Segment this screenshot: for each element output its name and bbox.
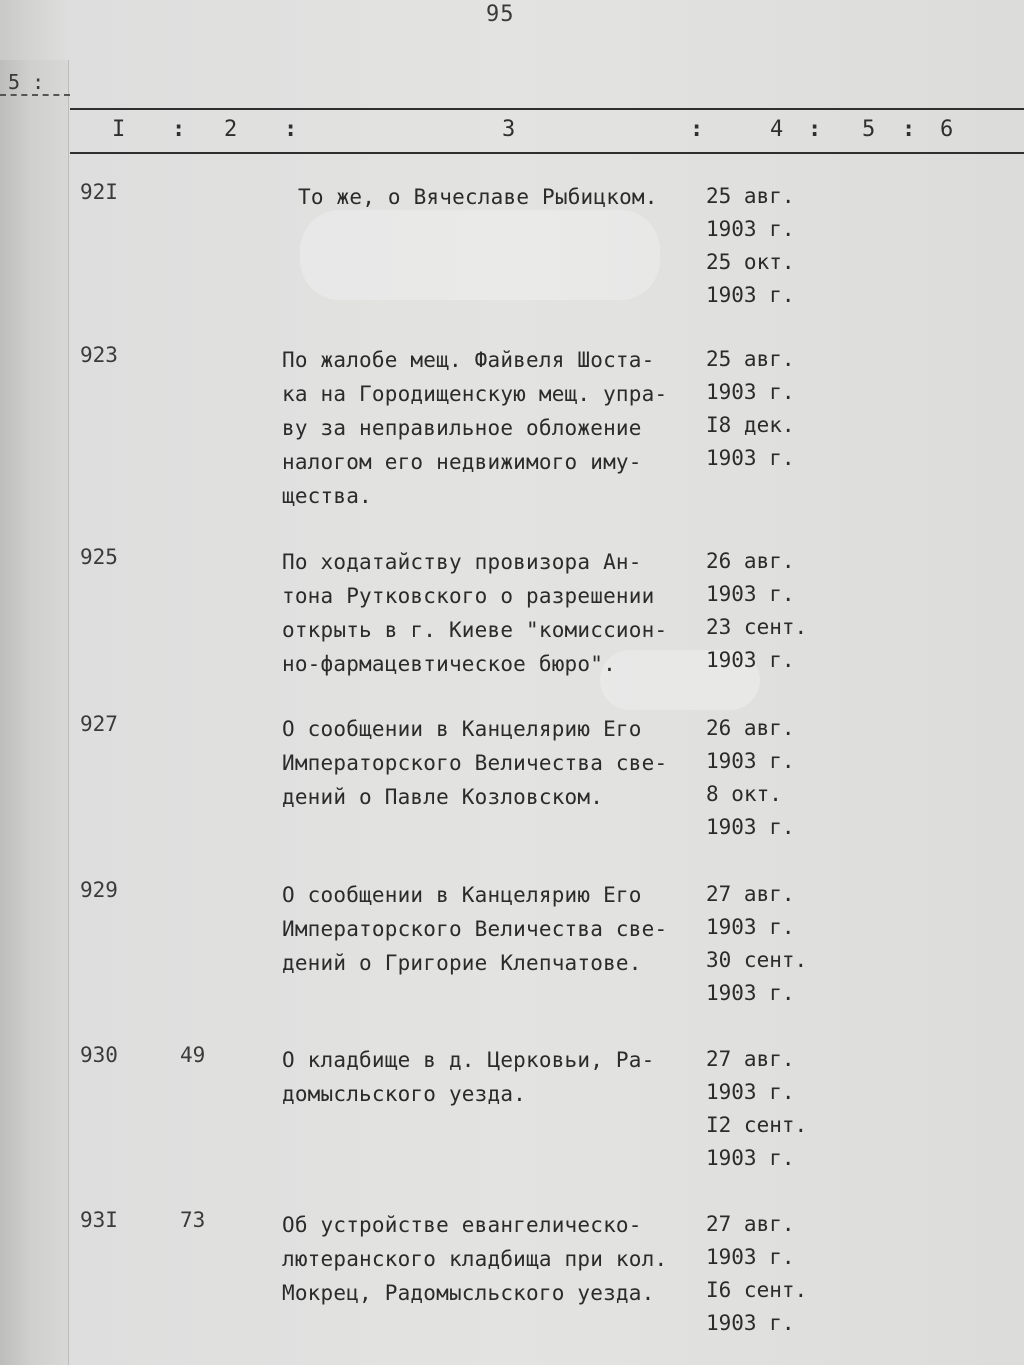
entry-dates: 26 авг. 1903 г. 23 сент. 1903 г.: [706, 549, 808, 672]
entry-description: По жалобе мещ. Файвеля Шоста- ка на Городищенскую мещ. упра- ву за неправильное обложение налогом его недвижимого иму- щества.: [282, 348, 668, 508]
entry-number: 923: [80, 343, 118, 367]
entry-number: 925: [80, 545, 118, 569]
entry-description: То же, о Вячеславе Рыбицком.: [298, 185, 658, 209]
entry-doc-number: 73: [180, 1208, 206, 1232]
entry-description: Об устройстве евангелическо- лютеранского кладбища при кол. Мокрец, Радомысльского уезда.: [282, 1213, 668, 1305]
book-binding-edge: [0, 60, 69, 1365]
column-header-3: 3: [502, 117, 516, 142]
entry-number: 927: [80, 712, 118, 736]
entry-number: 93I: [80, 1208, 118, 1232]
entry-number: 929: [80, 878, 118, 902]
entry-number: 930: [80, 1043, 118, 1067]
entry-number: 92I: [80, 180, 118, 204]
column-header-4: 4: [770, 117, 784, 142]
entry-dates: 27 авг. 1903 г. I6 сент. 1903 г.: [706, 1212, 808, 1335]
column-separator: :: [172, 117, 186, 142]
entry-description: О сообщении в Канцелярию Его Императорского Величества све- дений о Павле Козловском.: [282, 717, 668, 809]
entry-doc-number: 49: [180, 1043, 206, 1067]
paper-stain: [300, 210, 660, 300]
entry-dates: 27 авг. 1903 г. 30 сент. 1903 г.: [706, 882, 808, 1005]
page-number: 95: [486, 2, 515, 27]
column-header-2: 2: [224, 117, 238, 142]
entry-description: По ходатайству провизора Ан- тона Рутковского о разрешении открыть в г. Киеве "комиссион- но-фармацевтическое бюро".: [282, 550, 668, 676]
column-separator: :: [284, 117, 298, 142]
entry-dates: 25 авг. 1903 г. 25 окт. 1903 г.: [706, 184, 795, 307]
column-separator: :: [808, 117, 822, 142]
entry-description: О сообщении в Канцелярию Его Императорского Величества све- дений о Григорие Клепчатове.: [282, 883, 668, 975]
column-header-1: I: [112, 117, 126, 142]
header-rule-bottom: [70, 152, 1024, 154]
entry-dates: 27 авг. 1903 г. I2 сент. 1903 г.: [706, 1047, 808, 1170]
entry-description: О кладбище в д. Церковьи, Ра- домысльского уезда.: [282, 1048, 655, 1106]
header-rule-top: [70, 108, 1024, 110]
column-separator: :: [902, 117, 916, 142]
entry-dates: 25 авг. 1903 г. I8 дек. 1903 г.: [706, 347, 795, 470]
column-separator: :: [690, 117, 704, 142]
column-header-6: 6: [940, 117, 954, 142]
previous-page-column-marker: 5 :: [8, 70, 45, 94]
entry-dates: 26 авг. 1903 г. 8 окт. 1903 г.: [706, 716, 795, 839]
column-header-5: 5: [862, 117, 876, 142]
previous-page-rule: [0, 94, 70, 96]
